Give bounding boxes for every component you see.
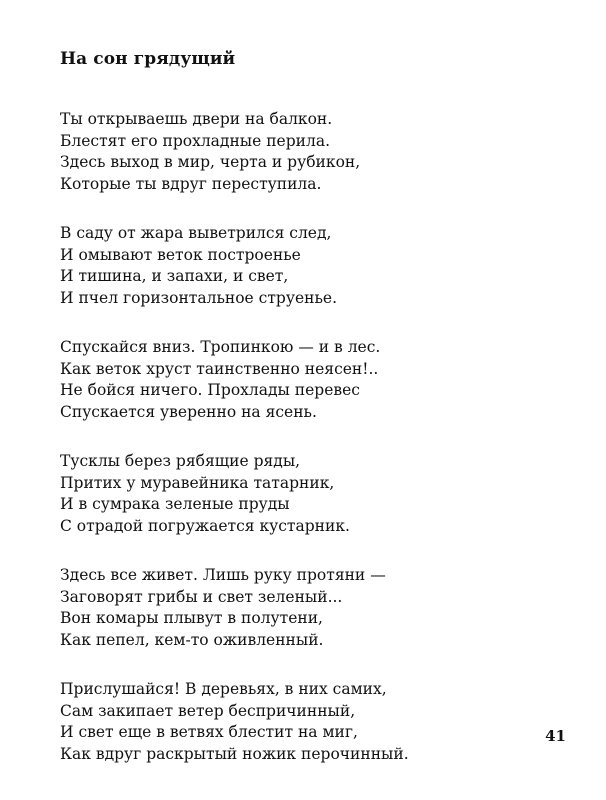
poem-line: Как пепел, кем-то оживленный.	[60, 630, 324, 649]
poem-line: Вон комары плывут в полутени,	[60, 609, 323, 627]
poem-line: Блестят его прохладные перила.	[60, 131, 330, 150]
stanza	[60, 223, 560, 309]
poem-line: В саду от жара выветрился след,	[60, 224, 332, 242]
poem-line: Здесь все живет. Лишь руку протяни —	[60, 566, 386, 584]
poem-line: Притих у муравейника татарник,	[60, 473, 335, 492]
stanza	[60, 109, 560, 195]
page-number: 41	[545, 727, 566, 745]
poem-line: И омывают веток построенье	[60, 245, 301, 264]
poem-line: И в сумрака зеленые пруды	[60, 495, 290, 513]
poem-body	[60, 109, 560, 765]
poem-line: Спускайся вниз. Тропинкою — и в лес.	[60, 338, 381, 356]
poem-line: Как веток хруст таинственно неясен!..	[60, 359, 379, 378]
poem-title: На сон грядущий	[60, 49, 236, 69]
stanza	[60, 337, 560, 423]
poem-line: Спускается уверенно на ясень.	[60, 402, 317, 421]
poem-line: Тусклы берез рябящие ряды,	[60, 452, 301, 470]
stanza	[60, 451, 560, 537]
poem-line: И тишина, и запахи, и свет,	[60, 267, 289, 285]
poem-line: Ты открываешь двери на балкон.	[60, 110, 333, 128]
poem-line: И пчел горизонтальное струенье.	[60, 288, 337, 307]
poem-line: С отрадой погружается кустарник.	[60, 516, 350, 535]
poem-line: Заговорят грибы и свет зеленый...	[60, 587, 343, 606]
poem-line: Сам закипает ветер беспричинный,	[60, 701, 356, 720]
poem-line: Не бойся ничего. Прохлады перевес	[60, 381, 360, 399]
poem-line: Как вдруг раскрытый ножик перочинный.	[60, 744, 409, 763]
poem-line: Прислушайся! В деревьях, в них самих,	[60, 680, 387, 698]
poem-line: И свет еще в ветвях блестит на миг,	[60, 723, 358, 741]
stanza	[60, 565, 560, 651]
stanza	[60, 679, 560, 765]
poem-line: Здесь выход в мир, черта и рубикон,	[60, 153, 361, 171]
poem-line: Которые ты вдруг переступила.	[60, 174, 322, 193]
